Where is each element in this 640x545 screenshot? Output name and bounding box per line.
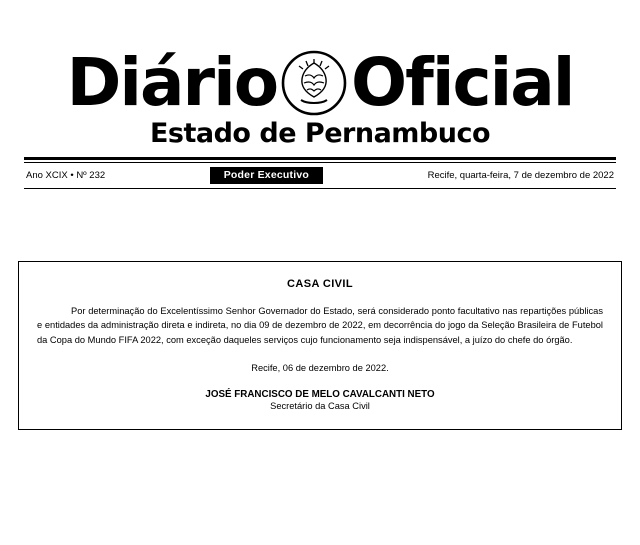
masthead-rule-bottom [24, 188, 616, 189]
act-organ-title: CASA CIVIL [287, 278, 353, 290]
masthead-rule-thick [24, 157, 616, 160]
publication-date: Recife, quarta-feira, 7 de dezembro de 2022 [427, 170, 614, 181]
masthead-title-word-right: Oficial [351, 44, 574, 121]
state-coat-of-arms-icon [281, 50, 347, 116]
masthead-info-row [26, 167, 614, 184]
act-signer-name: JOSÉ FRANCISCO DE MELO CAVALCANTI NETO [205, 389, 435, 401]
masthead-subtitle: Estado de Pernambuco [149, 118, 491, 149]
masthead-rule-thin [24, 162, 616, 163]
act-box [18, 261, 622, 430]
act-signer-role: Secretário da Casa Civil [270, 401, 370, 412]
section-badge: Poder Executivo [210, 167, 323, 184]
masthead [0, 0, 640, 189]
masthead-title [14, 44, 626, 121]
masthead-title-word-left: Diário [66, 44, 278, 121]
act-body-text: Por determinação do Excelentíssimo Senhor Governador do Estado, será considerado ponto facultativo nas repartições públicas e entidades da administração direta e indireta, no dia 09 de dezembro de 2022, em decorrência do jogo da Seleção Brasileira de Futebol da Copa do Mundo FIFA 2022, com exceção daqueles serviços cujo funcionamento seja indispensável, a juízo do chefe do órgão. [37, 306, 603, 345]
act-container [18, 261, 622, 430]
edition-label: Ano XCIX • Nº 232 [26, 170, 106, 181]
act-place-date: Recife, 06 de dezembro de 2022. [251, 363, 389, 374]
